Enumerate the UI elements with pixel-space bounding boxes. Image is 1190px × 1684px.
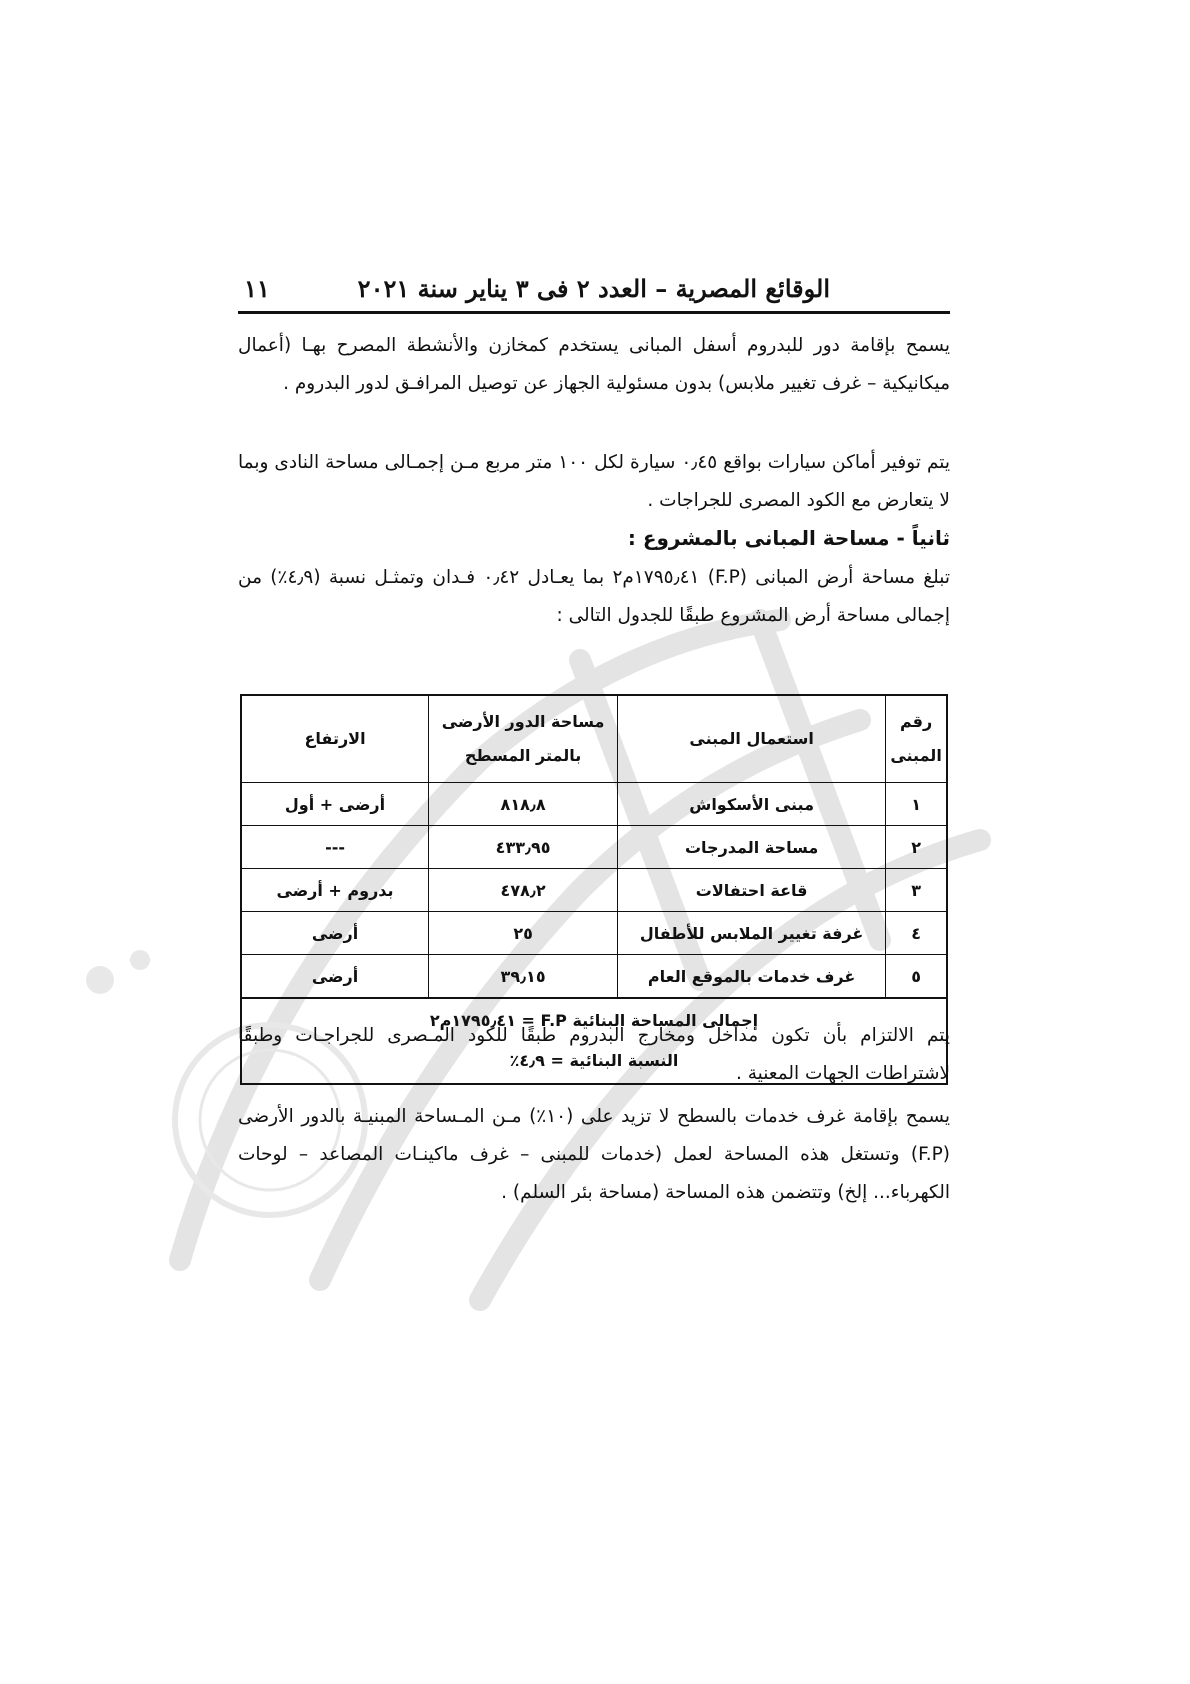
cell-height: بدروم + أرضى [241, 869, 429, 912]
cell-number: ٥ [886, 955, 947, 999]
cell-number: ٢ [886, 826, 947, 869]
header-building-use: استعمال المبنى [618, 695, 886, 783]
total-area-text: إجمالى المساحة البنائية F.P = ١٧٩٥٫٤١م٢ [429, 1011, 759, 1030]
cell-use: مبنى الأسكواش [618, 783, 886, 826]
header-rule [238, 311, 950, 314]
header-building-number: رقم المبنى [886, 695, 947, 783]
table-row [241, 912, 947, 955]
table-row [241, 826, 947, 869]
page-number: ١١ [244, 274, 270, 303]
cell-use: غرفة تغيير الملابس للأطفال [618, 912, 886, 955]
cell-number: ٣ [886, 869, 947, 912]
cell-use: مساحة المدرجات [618, 826, 886, 869]
paragraph-garage-access: يتم الالتزام بأن تكون مداخل ومخارج البدروم طبقًا للكود المـصرى للجراجـات وطبقًا لاشتراطات الجهات المعنية . [238, 1025, 950, 1084]
cell-area: ٢٥ [429, 912, 618, 955]
cell-area: ٤٣٣٫٩٥ [429, 826, 618, 869]
table-row [241, 869, 947, 912]
building-ratio-text: النسبة البنائية = ٤٫٩٪ [509, 1051, 679, 1070]
cell-use: قاعة احتفالات [618, 869, 886, 912]
cell-area: ٣٩٫١٥ [429, 955, 618, 999]
cell-number: ٤ [886, 912, 947, 955]
cell-area: ٨١٨٫٨ [429, 783, 618, 826]
paragraph-roof-rooms: يسمح بإقامة غرف خدمات بالسطح لا تزيد على (١٠٪) مـن المـساحة المبنيـة بالدور الأرضى (F.P) وتستغل هذه المساحة لعمل (خدمات للمبنى – غرف ماكينـات المصاعد – لوحات الكهرباء... إلخ) وتتضمن هذه المساحة (مساحة بئر السلم) . [238, 1106, 950, 1203]
section-heading: ثانياً - مساحة المبانى بالمشروع : [627, 526, 950, 550]
gazette-title: الوقائع المصرية – العدد ٢ فى ٣ يناير سنة ٢٠٢١ [357, 274, 830, 303]
page-header [238, 266, 950, 314]
header-height: الارتفاع [241, 695, 429, 783]
paragraph-building-area: تبلغ مساحة أرض المبانى (F.P) ١٧٩٥٫٤١م٢ بما يعـادل ٠٫٤٢ فـدان وتمثـل نسبة (٤٫٩٪) من إجمالى مساحة أرض المشروع طبقًا للجدول التالى : [238, 567, 950, 626]
cell-number: ١ [886, 783, 947, 826]
cell-height: أرضى [241, 912, 429, 955]
cell-area: ٤٧٨٫٢ [429, 869, 618, 912]
paragraph-basement: يسمح بإقامة دور للبدروم أسفل المبانى يستخدم كمخازن والأنشطة المصرح بهـا (أعمال ميكانيكية – غرف تغيير ملابس) بدون مسئولية الجهاز عن توصيل المرافـق لدور البدروم . [238, 335, 950, 394]
cell-height: --- [241, 826, 429, 869]
cell-height: أرضى [241, 955, 429, 999]
paragraph-parking: يتم توفير أماكن سيارات بواقع ٠٫٤٥ سيارة لكل ١٠٠ متر مربع مـن إجمـالى مساحة النادى وبما لا يتعارض مع الكود المصرى للجراجات . [238, 452, 951, 511]
table-header-row [241, 695, 947, 783]
cell-use: غرف خدمات بالموقع العام [618, 955, 886, 999]
header-ground-area: مساحة الدور الأرضى بالمتر المسطح [429, 695, 618, 783]
table-row [241, 955, 947, 999]
table-row [241, 783, 947, 826]
cell-height: أرضى + أول [241, 783, 429, 826]
